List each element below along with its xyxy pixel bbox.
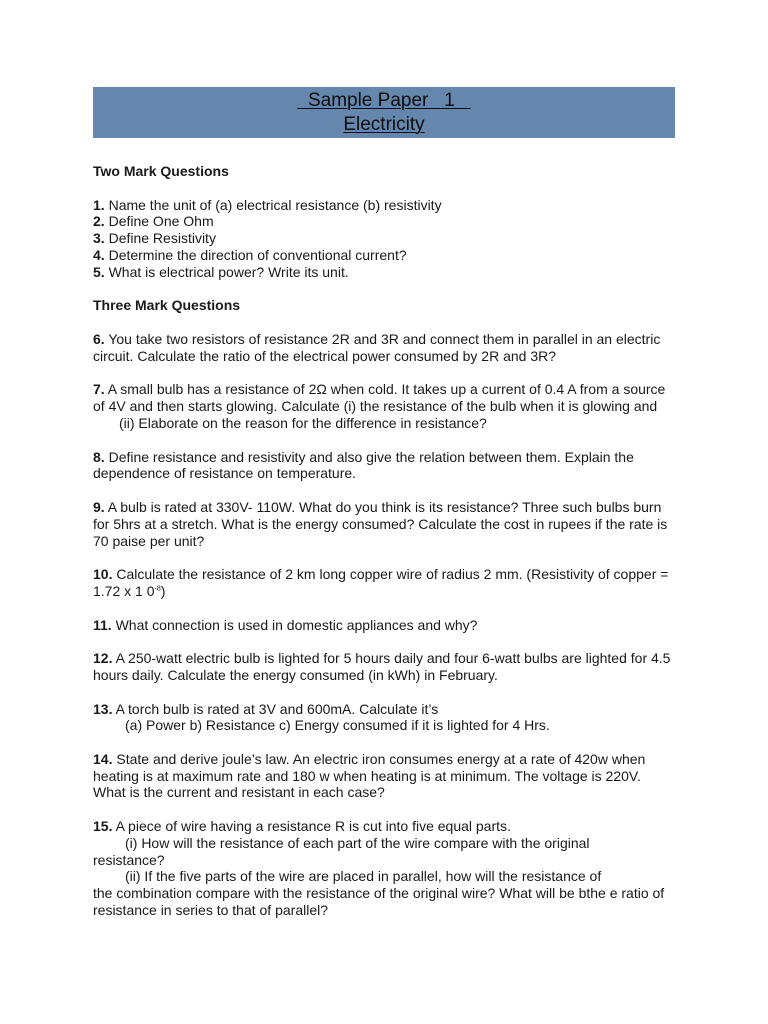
question-number: 13. [93, 700, 113, 717]
question-text: Calculate the resistance of 2 km long copper wire of radius 2 mm. (Resistivity of copper = 1.72 x 1 0 [93, 566, 669, 599]
question-text: A 250-watt electric bulb is lighted for 5 hours daily and four 6-watt bulbs are lighted for 4.5 hours daily. Calculate the energy consumed (in kWh) in February. [93, 650, 671, 683]
question-6 [93, 331, 677, 365]
question-11 [93, 617, 677, 634]
question-14 [93, 751, 677, 801]
question-number: 5. [93, 263, 105, 280]
question-8 [93, 449, 677, 483]
question-text-end: ) [160, 582, 166, 599]
question-13 [93, 701, 677, 735]
question-text: A torch bulb is rated at 3V and 600mA. Calculate it’s [112, 700, 439, 717]
question-12 [93, 650, 677, 684]
question-number: 1. [93, 196, 105, 213]
question-number: 7. [93, 381, 105, 398]
question-text: A small bulb has a resistance of 2Ω when cold. It takes up a current of 0.4 A from a source of 4V and then starts glowing. Calculate (i) the resistance of the bulb when it is glowing and [93, 381, 666, 415]
question-subpart-ii: (ii) If the five parts of the wire are placed in parallel, how will the resistance of [125, 868, 602, 885]
paper-title: Sample Paper 1 [297, 90, 471, 111]
question-number: 8. [93, 448, 105, 465]
two-mark-list [93, 197, 677, 281]
question-subpart-i-cont: resistance? [93, 851, 165, 868]
question-7 [93, 381, 677, 431]
question-subpart-ii-cont: the combination compare with the resistance of the original wire? What will be bthe e ratio of resistance in series to that of parallel? [93, 885, 665, 919]
question-number: 9. [93, 498, 105, 515]
question-text: Determine the direction of conventional current? [104, 246, 407, 263]
title-banner [93, 87, 675, 138]
question-5 [93, 264, 677, 281]
question-number: 15. [93, 818, 113, 835]
question-text: What is electrical power? Write its unit. [104, 263, 349, 280]
question-text: Define One Ohm [104, 213, 214, 230]
question-10 [93, 566, 677, 600]
question-subpart: (ii) Elaborate on the reason for the difference in resistance? [119, 414, 487, 431]
question-text: State and derive joule’s law. An electric iron consumes energy at a rate of 420w when heating is at maximum rate and 180 w when heating is at minimum. The voltage is 220V. What is the current and resistant in each case? [93, 750, 646, 801]
exponent: -8 [154, 585, 161, 593]
question-number: 10. [93, 566, 113, 583]
question-subpart-i: (i) How will the resistance of each part of the wire compare with the original [125, 834, 590, 851]
question-subpart: (a) Power b) Resistance c) Energy consumed if it is lighted for 4 Hrs. [125, 717, 550, 734]
question-text: What connection is used in domestic appliances and why? [111, 616, 478, 633]
question-number: 11. [93, 616, 112, 633]
question-text: You take two resistors of resistance 2R and 3R and connect them in parallel in an electric circuit. Calculate the ratio of the electrical power consumed by 2R and 3R? [93, 330, 661, 364]
question-15 [93, 818, 677, 919]
question-text: Name the unit of (a) electrical resistance (b) resistivity [104, 196, 442, 213]
two-mark-heading: Two Mark Questions [93, 163, 229, 179]
question-number: 12. [93, 650, 113, 667]
question-text: A bulb is rated at 330V- 110W. What do you think is its resistance? Three such bulbs burn for 5hrs at a stretch. What is the energy consumed? Calculate the cost in rupees if the rate is 70 paise per unit? [93, 498, 668, 549]
question-number: 3. [93, 230, 105, 247]
question-number: 2. [93, 213, 105, 230]
question-number: 14. [93, 750, 113, 767]
question-3 [93, 230, 677, 247]
question-1 [93, 197, 677, 214]
paper-subject: Electricity [343, 114, 425, 135]
question-text: Define resistance and resistivity and also give the relation between them. Explain the dependence of resistance on temperature. [93, 448, 634, 482]
question-number: 6. [93, 330, 105, 347]
question-text: A piece of wire having a resistance R is cut into five equal parts. [112, 818, 511, 835]
question-paper [93, 163, 677, 936]
question-4 [93, 247, 677, 264]
three-mark-heading: Three Mark Questions [93, 297, 241, 314]
question-number: 4. [93, 246, 105, 263]
question-9 [93, 499, 677, 549]
question-2 [93, 213, 677, 230]
question-text: Define Resistivity [104, 230, 216, 247]
